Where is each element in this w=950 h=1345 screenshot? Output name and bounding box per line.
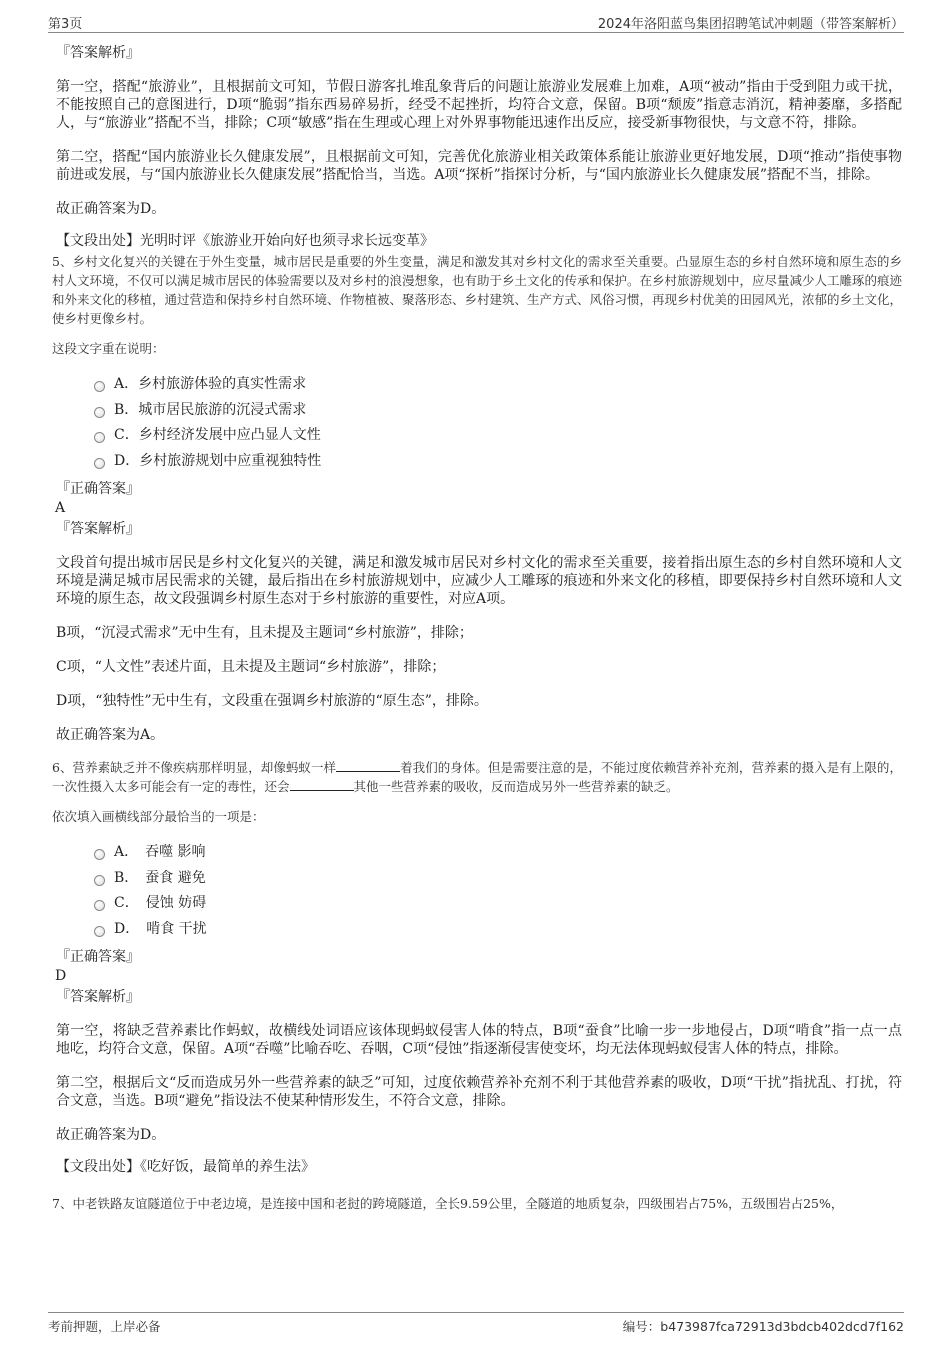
radio-icon[interactable] — [94, 900, 105, 911]
analysis-paragraph: 第二空，搭配“国内旅游业长久健康发展”，且根据前文可知，完善优化旅游业相关政策体系能让旅游业更好地发展，D项“推动”指使事物前进或发展，与“国内旅游业长久健康发展”搭配恰当，当选。A项“探析”指探讨分析，与“国内旅游业长久健康发展”搭配不当，排除。 — [56, 149, 902, 183]
question-7-text: 7、中老铁路友谊隧道位于中老边境，是连接中国和老挝的跨境隧道，全长9.59公里，全隧道的地质复杂，四级围岩占75%，五级围岩占25%， — [52, 1196, 844, 1211]
analysis-paragraph: 第二空，根据后文“反而造成另外一些营养素的缺乏”可知，过度依赖营养补充剂不利于其他营养素的吸收，D项“干扰”指扰乱、打扰，符合文意，当选。B项“避免”指设法不使某种情形发生，不符合文意，排除。 — [56, 1075, 902, 1109]
radio-icon[interactable] — [94, 849, 105, 860]
conclusion: 故正确答案为D。 — [56, 1127, 166, 1143]
question-6-prompt: 依次填入画横线部分最恰当的一项是： — [52, 809, 265, 824]
page-number: 第3页 — [48, 17, 83, 32]
radio-icon[interactable] — [94, 458, 105, 469]
radio-icon[interactable] — [94, 381, 105, 392]
correct-answer: D — [55, 968, 67, 984]
analysis-paragraph: 文段首句提出城市居民是乡村文化复兴的关键，满足和激发城市居民对乡村文化的需求至关重要，接着指出原生态的乡村自然环境和人文环境是满足城市居民需求的关键，最后指出在乡村旅游规划中，应减少人工雕琢的痕迹和外来文化的移植，即要保持乡村自然环境和人文环境的原生态，故文段强调乡村原生态对于乡村旅游的重要性，对应A项。 — [56, 555, 902, 607]
page-content — [52, 44, 903, 1225]
question-5-prompt: 这段文字重在说明： — [52, 341, 165, 356]
source-citation: 【文段出处】《吃好饭，最简单的养生法》 — [56, 1159, 315, 1175]
radio-icon[interactable] — [94, 875, 105, 886]
conclusion: 故正确答案为D。 — [56, 201, 166, 217]
radio-icon[interactable] — [94, 407, 105, 418]
fill-blank — [336, 759, 400, 772]
option-d[interactable]: D．乡村旅游规划中应重视独特性 — [94, 449, 902, 475]
correct-answer: A — [55, 500, 66, 516]
option-a[interactable]: A． 吞噬 影响 — [94, 840, 902, 866]
analysis-paragraph: 第一空，将缺乏营养素比作蚂蚁，故横线处词语应该体现蚂蚁侵害人体的特点，B项“蚕食”比喻一步一步地侵占，D项“啃食”指一点一点地吃，均符合文意，保留。A项“吞噬”比喻吞吃、吞咽，C项“侵蚀”指逐渐侵害使变坏，均无法体现蚂蚁侵害人体的特点，排除。 — [56, 1023, 902, 1057]
option-c[interactable]: C．乡村经济发展中应凸显人文性 — [94, 423, 902, 449]
analysis-heading: 『答案解析』 — [56, 45, 140, 61]
question-6-text: 6、营养素缺乏并不像疾病那样明显，却像蚂蚁一样 着我们的身体。但是需要注意的是，不能过度依赖营养补充剂，营养素的摄入是有上限的，一次性摄入太多可能会有一定的毒性，还会 其他一些营养素的吸收，反而造成另外一些营养素的缺乏。 — [52, 760, 902, 794]
document-code: 编号：b473987fca72913d3bdcb402dcd7f162 — [622, 1319, 904, 1334]
conclusion: 故正确答案为A。 — [56, 727, 165, 743]
option-b[interactable]: B． 蚕食 避免 — [94, 866, 902, 892]
correct-answer-heading: 『正确答案』 — [56, 481, 140, 497]
question-5-text: 5、乡村文化复兴的关键在于外生变量，城市居民是重要的外生变量，满足和激发其对乡村文化的需求至关重要。凸显原生态的乡村自然环境和原生态的乡村人文环境，不仅可以满足城市居民的体验需要以及对乡村的浪漫想象，也有助于乡土文化的传承和保护。在乡村旅游规划中，应尽量减少人工雕琢的痕迹和外来文化的移植，通过营造和保持乡村自然环境、作物植被、聚落形态、乡村建筑、生产方式、风俗习惯，再现乡村优美的田园风光，浓郁的乡土文化，使乡村更像乡村。 — [52, 254, 903, 326]
source-citation: 【文段出处】光明时评《旅游业开始向好也须寻求长远变革》 — [56, 233, 434, 249]
correct-answer-heading: 『正确答案』 — [56, 949, 140, 965]
analysis-heading: 『答案解析』 — [56, 521, 140, 537]
analysis-paragraph: D项，“独特性”无中生有，文段重在强调乡村旅游的“原生态”，排除。 — [56, 693, 488, 709]
fill-blank — [290, 778, 354, 791]
radio-icon[interactable] — [94, 926, 105, 937]
footer-slogan: 考前押题，上岸必备 — [48, 1319, 161, 1334]
question-5-options — [94, 372, 902, 474]
analysis-paragraph: C项，“人文性”表述片面，且未提及主题词“乡村旅游”，排除； — [56, 659, 446, 675]
analysis-paragraph: B项，“沉浸式需求”无中生有，且未提及主题词“乡村旅游”，排除； — [56, 625, 473, 641]
option-a[interactable]: A．乡村旅游体验的真实性需求 — [94, 372, 902, 398]
option-d[interactable]: D． 啃食 干扰 — [94, 917, 902, 943]
page-header — [48, 10, 904, 33]
question-6-options — [94, 840, 902, 942]
radio-icon[interactable] — [94, 432, 105, 443]
analysis-heading: 『答案解析』 — [56, 989, 140, 1005]
option-c[interactable]: C． 侵蚀 妨碍 — [94, 891, 902, 917]
document-title: 2024年洛阳蓝鸟集团招聘笔试冲刺题（带答案解析） — [597, 17, 904, 32]
page-footer — [48, 1312, 904, 1335]
option-b[interactable]: B．城市居民旅游的沉浸式需求 — [94, 398, 902, 424]
analysis-paragraph: 第一空，搭配“旅游业”，且根据前文可知，节假日游客扎堆乱象背后的问题让旅游业发展难上加难，A项“被动”指由于受到阻力或干扰，不能按照自己的意图进行，D项“脆弱”指东西易碎易折，经受不起挫折，均符合文意，保留。B项“颓废”指意志消沉，精神萎靡，多搭配人，与“旅游业”搭配不当，排除；C项“敏感”指在生理或心理上对外界事物能迅速作出反应，接受新事物很快，与文意不符，排除。 — [56, 79, 902, 131]
